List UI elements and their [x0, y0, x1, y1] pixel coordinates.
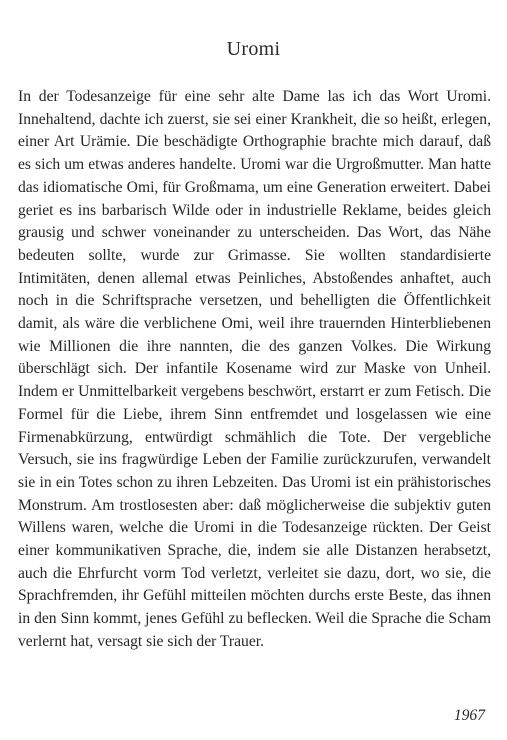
page-title: Uromi [226, 38, 281, 60]
year-label: 1967 [453, 707, 485, 724]
essay-body: In der Todesanzeige für eine sehr alte Dame las ich das Wort Uromi. Innehaltend, dachte ich zuerst, sie sei einer Krankheit, die so heißt, erlegen, einer Art Urämie. Die beschädigte Orthographie brachte mich darauf, daß es sich um etwas anderes handelte. Uromi war die Urgroßmutter. Man hatte das idiomatische Omi, für Großmama, um eine Generation erweitert. Dabei geriet es ins barbarisch Wilde oder in industrielle Reklame, beides gleich grausig und schwer voneinander zu unterscheiden. Das Wort, das Nähe bedeuten sollte, wurde zur Grimasse. Sie wollten standardisierte Intimitäten, denen allemal etwas Peinliches, Abstoßendes anhaftet, auch noch in die Schriftsprache versetzen, und behelligten die Öffentlichkeit damit, als wäre die verblichene Omi, weil ihre trauernden Hinterbliebenen wie Millionen die ihre nannten, die des ganzen Volkes. Die Wirkung überschlägt sich. Der infantile Kosename wird zur Maske von Unheil. Indem er Unmittelbarkeit vergebens beschwört, erstarrt er zum Fetisch. Die Formel für die Liebe, ihrem Sinn entfremdet und losgelassen wie eine Firmenabkürzung, entwürdigt schmählich die Tote. Der vergebliche Versuch, sie ins fragwürdige Leben der Familie zurückzurufen, verwandelt sie in ein Totes schon zu ihren Lebzeiten. Das Uromi ist ein prähistorisches Monstrum. Am trostlosesten aber: daß möglicherweise die subjektiv guten Willens waren, welche die Uromi in die Todesanzeige rückten. Der Geist einer kommunikativen Sprache, die, indem sie alle Distanzen herabsetzt, auch die Ehrfurcht vorm Tod verletzt, verleitet sie dazu, dort, wo sie, die Sprachfremden, ihr Gefühl mitteilen möchten durchs erste Beste, das ihnen in den Sinn kommt, jenes Gefühl zu beflecken. Weil die Sprache die Scham verlernt hat, versagt sie sich der Trauer. [18, 88, 491, 650]
